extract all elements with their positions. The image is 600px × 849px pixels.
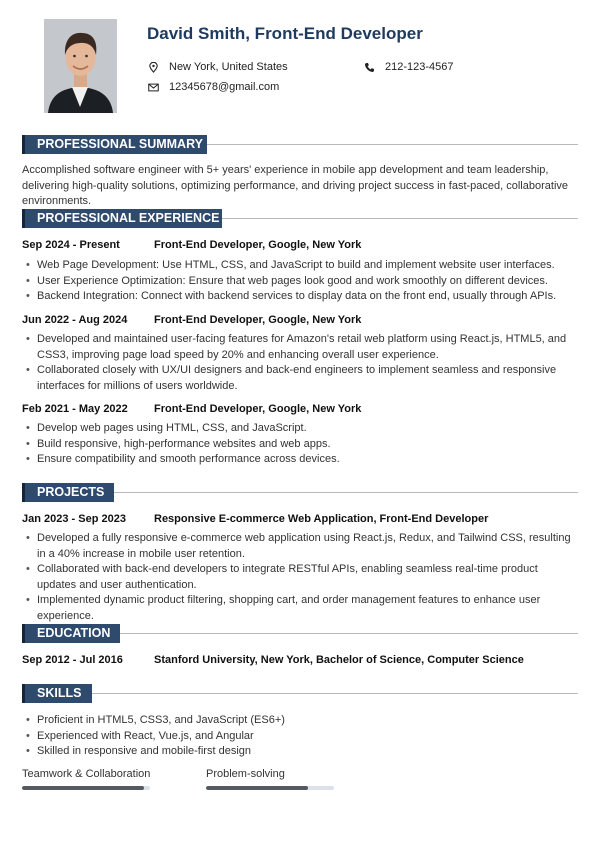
summary-heading: PROFESSIONAL SUMMARY — [22, 135, 207, 154]
skill-meter-track — [206, 786, 334, 790]
project-bullets — [22, 531, 578, 624]
project-date: Jan 2023 - Sep 2023 — [22, 513, 126, 525]
profile-photo — [44, 19, 117, 113]
list-item: • Web Page Development: Use HTML, CSS, and JavaScript to build and implement website user interfaces. — [22, 258, 578, 274]
job-bullets — [22, 421, 578, 468]
job-bullets — [22, 332, 578, 394]
job-entry-header — [22, 403, 361, 415]
list-item: • Experienced with React, Vue.js, and Angular — [22, 729, 578, 745]
project-entry-header — [22, 513, 488, 525]
list-item: • Developed and maintained user-facing features for Amazon's retail web platform using React.js, HTML5, and CSS3, improving page load speed by 20% and enhancing overall user experience. — [22, 332, 578, 363]
list-item: • Developed a fully responsive e-commerce web application using React.js, Redux, and Tailwind CSS, resulting in a 40% increase in mobile user retention. — [22, 531, 578, 562]
job-title: Front-End Developer, Google, New York — [154, 314, 362, 326]
project-title: Responsive E-commerce Web Application, Front-End Developer — [154, 513, 489, 525]
email-text: 12345678@gmail.com — [169, 81, 280, 93]
section-divider — [92, 693, 578, 694]
person-portrait-icon — [44, 19, 117, 113]
skills-heading: SKILLS — [22, 684, 92, 703]
education-heading: EDUCATION — [22, 624, 120, 643]
section-divider — [120, 633, 578, 634]
skill-meter-fill — [206, 786, 308, 790]
phone-text: 212-123-4567 — [385, 61, 454, 73]
education-date: Sep 2012 - Jul 2016 — [22, 654, 123, 666]
experience-section-header — [22, 209, 578, 228]
job-date: Sep 2024 - Present — [22, 239, 120, 251]
job-title: Front-End Developer, Google, New York — [154, 239, 362, 251]
list-item: • Backend Integration: Connect with backend services to display data on the front end, usually through APIs. — [22, 289, 578, 305]
education-title: Stanford University, New York, Bachelor of Science, Computer Science — [154, 654, 524, 666]
experience-heading: PROFESSIONAL EXPERIENCE — [22, 209, 222, 228]
skills-bullets — [22, 713, 578, 760]
skill-meter-label: Teamwork & Collaboration — [22, 768, 151, 780]
job-entry-header — [22, 239, 361, 251]
list-item: • Develop web pages using HTML, CSS, and JavaScript. — [22, 421, 578, 437]
skill-meter-fill — [22, 786, 144, 790]
job-entry-header — [22, 314, 361, 326]
summary-text: Accomplished software engineer with 5+ years' experience in mobile app development and team leadership, delivering high-quality solutions, optimizing performance, and driving project success in fast-paced, collaborative environments. — [22, 164, 569, 207]
projects-section-header — [22, 483, 578, 502]
education-entry-header — [22, 654, 524, 666]
list-item: • Implemented dynamic product filtering, shopping cart, and order management features to enhance user experience. — [22, 593, 578, 624]
resume-name-title: David Smith, Front-End Developer — [147, 24, 423, 43]
section-divider — [114, 492, 578, 493]
email-contact — [148, 81, 279, 93]
phone-contact — [364, 61, 454, 73]
education-section-header — [22, 624, 578, 643]
section-divider — [222, 218, 578, 219]
list-item: • User Experience Optimization: Ensure that web pages look good and work smoothly on different devices. — [22, 274, 578, 290]
list-item: • Skilled in responsive and mobile-first design — [22, 744, 578, 760]
projects-heading: PROJECTS — [22, 483, 114, 502]
location-pin-icon — [148, 62, 159, 73]
list-item: • Collaborated closely with UX/UI designers and back-end engineers to implement seamless and responsive interfaces for millions of users worldwide. — [22, 363, 578, 394]
job-date: Feb 2021 - May 2022 — [22, 403, 128, 415]
skill-meter-track — [22, 786, 150, 790]
list-item: • Ensure compatibility and smooth performance across devices. — [22, 452, 578, 468]
list-item: • Collaborated with back-end developers to integrate RESTful APIs, enabling seamless real-time product updates and user authentication. — [22, 562, 578, 593]
list-item: • Build responsive, high-performance websites and web apps. — [22, 437, 578, 453]
job-bullets — [22, 258, 578, 305]
location-text: New York, United States — [169, 61, 288, 73]
phone-icon — [364, 62, 375, 73]
location-contact — [148, 61, 288, 73]
job-title: Front-End Developer, Google, New York — [154, 403, 362, 415]
skills-section-header — [22, 684, 578, 703]
email-envelope-icon — [148, 82, 159, 93]
skill-meter-label: Problem-solving — [206, 768, 285, 780]
section-divider — [207, 144, 578, 145]
summary-section-header — [22, 135, 578, 154]
job-date: Jun 2022 - Aug 2024 — [22, 314, 128, 326]
list-item: • Proficient in HTML5, CSS3, and JavaScript (ES6+) — [22, 713, 578, 729]
